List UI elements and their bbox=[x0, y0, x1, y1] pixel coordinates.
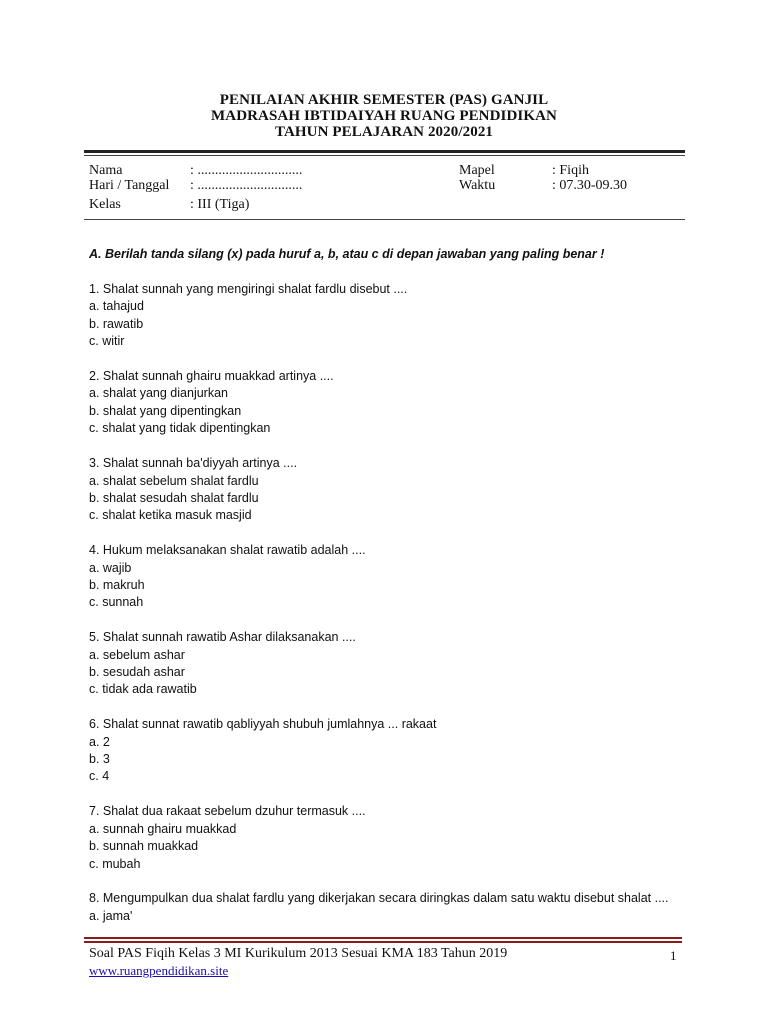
nama-field: : .............................. bbox=[190, 163, 303, 178]
question-text: 3. Shalat sunnah ba'diyyah artinya .... bbox=[89, 456, 298, 471]
identity-rule bbox=[84, 219, 685, 220]
mapel-label: Mapel bbox=[459, 163, 495, 178]
page-number: 1 bbox=[670, 948, 677, 963]
question-item bbox=[89, 890, 699, 925]
question-item bbox=[89, 542, 699, 612]
option-a: a. wajib bbox=[89, 560, 132, 575]
question-text: 6. Shalat sunnat rawatib qabliyyah shubuh jumlahnya ... rakaat bbox=[89, 717, 437, 732]
question-text: 2. Shalat sunnah ghairu muakkad artinya .... bbox=[89, 369, 334, 384]
question-text: 8. Mengumpulkan dua shalat fardlu yang dikerjakan secara diringkas dalam satu waktu disebut shalat .... bbox=[89, 891, 669, 906]
exam-title: PENILAIAN AKHIR SEMESTER (PAS) GANJIL bbox=[219, 92, 549, 108]
question-item bbox=[89, 803, 699, 873]
footer-rule bbox=[84, 937, 682, 939]
header-rule-thin bbox=[84, 155, 685, 156]
option-a: a. sebelum ashar bbox=[89, 647, 185, 662]
question-list bbox=[89, 281, 699, 943]
waktu-label: Waktu bbox=[459, 178, 496, 193]
question-text: 5. Shalat sunnah rawatib Ashar dilaksanakan .... bbox=[89, 630, 356, 645]
waktu-value: : 07.30-09.30 bbox=[552, 178, 628, 193]
option-c: c. 4 bbox=[89, 769, 110, 784]
option-b: b. shalat sesudah shalat fardlu bbox=[89, 490, 259, 505]
option-c: c. shalat ketika masuk masjid bbox=[89, 508, 252, 523]
question-item bbox=[89, 716, 699, 786]
option-a: a. shalat sebelum shalat fardlu bbox=[89, 473, 259, 488]
footer-rule bbox=[84, 941, 682, 943]
option-a: a. sunnah ghairu muakkad bbox=[89, 821, 237, 836]
option-c: c. mubah bbox=[89, 856, 141, 871]
instruction: A. Berilah tanda silang (x) pada huruf a, b, atau c di depan jawaban yang paling benar ! bbox=[89, 247, 605, 261]
academic-year: TAHUN PELAJARAN 2020/2021 bbox=[274, 124, 494, 140]
option-c: c. witir bbox=[89, 334, 125, 349]
option-b: b. 3 bbox=[89, 752, 110, 767]
header-rule-thick bbox=[84, 150, 685, 153]
school-name: MADRASAH IBTIDAIYAH RUANG PENDIDIKAN bbox=[211, 108, 557, 124]
mapel-value: : Fiqih bbox=[552, 163, 589, 178]
option-c: c. tidak ada rawatib bbox=[89, 682, 197, 697]
option-a: a. shalat yang dianjurkan bbox=[89, 386, 228, 401]
nama-label: Nama bbox=[89, 163, 123, 178]
kelas-value: : III (Tiga) bbox=[190, 197, 250, 212]
question-item bbox=[89, 281, 699, 351]
option-c: c. sunnah bbox=[89, 595, 144, 610]
kelas-label: Kelas bbox=[89, 197, 121, 212]
option-b: b. makruh bbox=[89, 577, 145, 592]
hari-field: : .............................. bbox=[190, 178, 303, 193]
option-a: a. jama' bbox=[89, 908, 133, 923]
option-a: a. 2 bbox=[89, 734, 110, 749]
document-header bbox=[0, 92, 768, 140]
question-text: 7. Shalat dua rakaat sebelum dzuhur termasuk .... bbox=[89, 804, 366, 819]
question-text: 1. Shalat sunnah yang mengiringi shalat fardlu disebut .... bbox=[89, 282, 408, 296]
question-item bbox=[89, 455, 699, 525]
option-c: c. shalat yang tidak dipentingkan bbox=[89, 421, 271, 436]
option-b: b. rawatib bbox=[89, 316, 144, 331]
question-item bbox=[89, 368, 699, 438]
footer-link[interactable]: www.ruangpendidikan.site bbox=[89, 963, 229, 978]
hari-label: Hari / Tanggal bbox=[89, 178, 170, 193]
option-b: b. sunnah muakkad bbox=[89, 839, 199, 854]
question-item bbox=[89, 629, 699, 699]
option-a: a. tahajud bbox=[89, 299, 144, 314]
footer-title: Soal PAS Fiqih Kelas 3 MI Kurikulum 2013 Sesuai KMA 183 Tahun 2019 bbox=[89, 946, 508, 961]
option-b: b. sesudah ashar bbox=[89, 665, 185, 680]
question-text: 4. Hukum melaksanakan shalat rawatib adalah .... bbox=[89, 543, 366, 558]
option-b: b. shalat yang dipentingkan bbox=[89, 403, 242, 418]
